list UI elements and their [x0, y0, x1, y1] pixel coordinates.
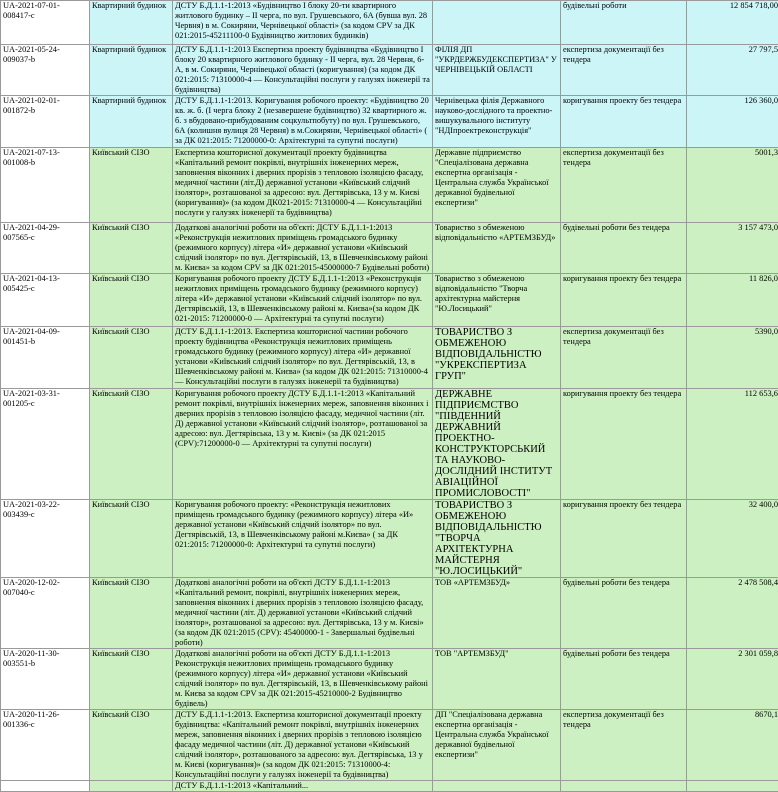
tender-id-cell[interactable]: UA-2020-11-30-003551-b [1, 649, 90, 710]
customer-cell[interactable]: Київський СІЗО [90, 148, 173, 223]
tender-id-cell[interactable] [1, 781, 90, 792]
procurement-type-cell[interactable]: експертиза документації без тендера [561, 45, 687, 96]
procurement-type-cell[interactable]: будівельні роботи без тендера [561, 223, 687, 274]
customer-cell[interactable]: Київський СІЗО [90, 223, 173, 274]
amount-cell[interactable]: 8670,1 [687, 710, 778, 781]
contractor-cell[interactable] [433, 1, 561, 45]
contractor-cell[interactable]: ДП "Спеціалізована державна експертна організація - Центральна служба Української державної будівельної експертизи" [433, 710, 561, 781]
subject-cell[interactable]: ДСТУ Б.Д.1.1-1:2013. Експертиза кошторисної частини робочого проекту будівництва «Реконструкція нежитлових приміщень громадського будинку (режимного корпусу) літера «И» державної установи «Київський слідчий ізолятор» по вул. Дегтярівській, 13, в Шевченківському районі м. Києва» (за кодом ДК 021:2015: 71310000-4 — Консультаційні послуги в галузях інженерії та будівництва) [173, 327, 433, 389]
procurement-type-cell[interactable]: коригування проекту без тендера [561, 274, 687, 327]
customer-cell[interactable]: Київський СІЗО [90, 710, 173, 781]
amount-cell[interactable]: 126 360,0 [687, 96, 778, 148]
customer-cell[interactable]: Квартирний будинок [90, 1, 173, 45]
subject-cell[interactable]: ДСТУ Б.Д.1.1-1:2013 «Капітальний... [173, 781, 433, 792]
subject-cell[interactable]: ДСТУ Б.Д.1.1-1:2013. Експертиза кошторисної документації проекту будівництва: «Капітальний ремонт покрівлі, внутрішніх інженерних мереж, заповнення віконних і дверних прорізів з тепловою ізоляцією фасаду медичної частини (літ. Д) державної установи «Київський слідчий ізолятор», розташованого за адресою: вул. Дегтярівська, 13 у м. Києві (коригування)» (за кодом ДК 021:2015: 71310000-4: Консультаційні послуги у галузях інженерії та будівництва) [173, 710, 433, 781]
customer-cell[interactable]: Квартирний будинок [90, 96, 173, 148]
contractor-cell[interactable]: Товариство з обмеженою відповідальністю «АРТЕМЗБУД» [433, 223, 561, 274]
contractor-cell[interactable]: ТОВ "АРТЕМЗБУД" [433, 649, 561, 710]
contractor-cell[interactable]: Державне підприємство "Спеціалізована державна експертна організація - Центральна служба Української державної будівельної експертизи" [433, 148, 561, 223]
tender-id-cell[interactable]: UA-2021-07-01-008417-c [1, 1, 90, 45]
table-row[interactable] [1, 781, 778, 792]
contractor-cell[interactable]: ТОВАРИСТВО З ОБМЕЖЕНОЮ ВІДПОВІДАЛЬНІСТЮ "УКРЕКСПЕРТИЗА ГРУП" [433, 327, 561, 389]
tender-id-cell[interactable]: UA-2021-07-13-001008-b [1, 148, 90, 223]
subject-cell[interactable]: ДСТУ Б.Д.1.1-1:2013 Експертиза проекту будівництва «Будівництво І блоку 20 квартирного житлового будинку - ІІ черга, вул. 28 Червня, 6-А, в м. Сокиряни, Чернівецької області (коригування) (за кодом ДК 021:2015: 71310000-4 — Консультаційні послуги у галузях інженерії та будівництва) [173, 45, 433, 96]
amount-cell[interactable]: 27 797,5 [687, 45, 778, 96]
procurement-type-cell[interactable]: експертиза документації без тендера [561, 327, 687, 389]
customer-cell[interactable]: Київський СІЗО [90, 389, 173, 500]
table-row[interactable] [1, 500, 778, 578]
tender-id-cell[interactable]: UA-2021-03-22-003439-c [1, 500, 90, 578]
tender-id-cell[interactable]: UA-2021-04-09-001451-b [1, 327, 90, 389]
tender-id-cell[interactable]: UA-2020-12-02-007040-c [1, 578, 90, 649]
amount-cell[interactable] [687, 781, 778, 792]
tender-id-cell[interactable]: UA-2021-02-01-001872-b [1, 96, 90, 148]
subject-cell[interactable]: ДСТУ Б.Д.1.1-1:2013 «Будівництво І блоку 20-ти квартирного житлового будинку – ІІ черга, по вул. Грушевського, 6А (бувша вул. 28 Червня) в м. Сокиряни, Чернівецької області» (за кодом CPV за ДК 021:2015-45211100-0 Будівництво житлових будинків) [173, 1, 433, 45]
contractor-cell[interactable] [433, 781, 561, 792]
contractor-cell[interactable]: ТОВАРИСТВО З ОБМЕЖЕНОЮ ВІДПОВІДАЛЬНІСТЮ "ТВОРЧА АРХІТЕКТУРНА МАЙСТЕРНЯ "Ю.ЛОСИЦЬКИЙ" [433, 500, 561, 578]
subject-cell[interactable]: Додаткові аналогічні роботи на об'єкті ДСТУ Б.Д.1.1-1:2013 «Капітальний ремонт, покрівлі, внутрішніх інженерних мереж, заповнення віконних і дверних прорізів з тепловою ізоляцією фасаду, медичної частини (літ. Д) державної установи «Київський слідчий ізолятор», розташованої за адресою: вул. Дегтярівська, 13 у м. Києві» (за кодом ДК 021:2015 (CPV): 45400000-1 - Завершальні будівельні роботи) [173, 578, 433, 649]
procurement-type-cell[interactable]: експертиза документації без тендера [561, 710, 687, 781]
customer-cell[interactable]: Київський СІЗО [90, 500, 173, 578]
procurement-type-cell[interactable]: експертиза документації без тендера [561, 148, 687, 223]
amount-cell[interactable]: 2 478 508,4 [687, 578, 778, 649]
subject-cell[interactable]: Експертиза кошторисної документації проекту будівництва «Капітальний ремонт покрівлі, внутрішніх інженерних мереж, заповнення віконних і дверних прорізів з тепловою ізоляцією фасаду, медичної частини (літ.Д) державної установи «Київський слідчий ізолятор», розташованої за адресою: вул. Дегтярівська, 13 у м. Києві (коригування)» (за кодом ДК021-2015: 71310000-4 — Консультаційні послуги у галузях інженерії та будівництва) [173, 148, 433, 223]
contractor-cell[interactable]: ФІЛІЯ ДП "УКРДЕРЖБУДЕКСПЕРТИЗА" У ЧЕРНІВЕЦЬКІЙ ОБЛАСТІ [433, 45, 561, 96]
table-body [1, 1, 778, 792]
table-row[interactable] [1, 1, 778, 45]
customer-cell[interactable] [90, 781, 173, 792]
tender-id-cell[interactable]: UA-2021-04-29-007565-c [1, 223, 90, 274]
table-row[interactable] [1, 578, 778, 649]
customer-cell[interactable]: Київський СІЗО [90, 649, 173, 710]
amount-cell[interactable]: 5001,3 [687, 148, 778, 223]
contractor-cell[interactable]: ТОВ «АРТЕМЗБУД» [433, 578, 561, 649]
procurement-type-cell[interactable]: коригування проекту без тендера [561, 389, 687, 500]
table-row[interactable] [1, 389, 778, 500]
customer-cell[interactable]: Квартирний будинок [90, 45, 173, 96]
contractor-cell[interactable]: Чернівецька філія Державного науково-дослідного та проектно-вишукувального інституту "НДІпроектреконструкція" [433, 96, 561, 148]
amount-cell[interactable]: 5390,0 [687, 327, 778, 389]
table-row[interactable] [1, 327, 778, 389]
subject-cell[interactable]: Додаткові аналогічні роботи на об'єкті: ДСТУ Б.Д.1.1-1:2013 «Реконструкція нежитлових приміщень громадського будинку (режимного корпусу) літера «И» державної установи «Київський слідчий ізолятор» по вул. Дегтярівській, 13, в Шевченківському районі м. Києва» за кодом CPV за ДК 021:2015-45000000-7 Будівельні роботи) [173, 223, 433, 274]
table-row[interactable] [1, 274, 778, 327]
table-row[interactable] [1, 649, 778, 710]
tender-id-cell[interactable]: UA-2020-11-26-001336-c [1, 710, 90, 781]
procurement-type-cell[interactable] [561, 781, 687, 792]
tender-id-cell[interactable]: UA-2021-03-31-001205-c [1, 389, 90, 500]
procurement-type-cell[interactable]: коригування проекту без тендера [561, 500, 687, 578]
amount-cell[interactable]: 2 301 059,8 [687, 649, 778, 710]
subject-cell[interactable]: Коригування робочого проекту ДСТУ Б.Д.1.1-1:2013 «Реконструкція нежитлових приміщень громадського будинку (режимного корпусу) літера «И» державної установи «Київський слідчий ізолятор» по вул. Дегтярівській, 13, в Шевченківському районі м. Києва»(за кодом ДК 021-2015: 71200000-0 — Архітектурні та супутні послуги) [173, 274, 433, 327]
subject-cell[interactable]: Додаткові аналогічні роботи на об'єкті ДСТУ Б.Д.1.1-1:2013 Реконструкція нежитлових приміщень громадського будинку (режимного корпусу) літера «И» державної установи «Київський слідчий ізолятор» по вул. Дегтярівській, 13, в Шевченківському районі м. Києва за кодом CPV за ДК 021:2015-45210000-2 Будівництво будівель) [173, 649, 433, 710]
amount-cell[interactable]: 32 400,0 [687, 500, 778, 578]
contractor-cell[interactable]: ДЕРЖАВНЕ ПІДПРИЄМСТВО "ПІВДЕННИЙ ДЕРЖАВНИЙ ПРОЕКТНО-КОНСТРУКТОРСЬКИЙ ТА НАУКОВО-ДОСЛІДНИЙ ІНСТИТУТ АВІАЦІЙНОЇ ПРОМИСЛОВОСТІ" [433, 389, 561, 500]
procurement-type-cell[interactable]: будівельні роботи без тендера [561, 649, 687, 710]
subject-cell[interactable]: Коригування робочого проекту ДСТУ Б.Д.1.1-1:2013 «Капітальний ремонт покрівлі, внутрішніх інженерних мереж, заповнення віконних і дверних прорізів з тепловою ізоляцією фасаду, медичної частини (літ. Д) державної установи «Київський слідчий ізолятор», розташованої за адресою: вул. Дегтярівська, 13 у м. Києві» (за ДК 021:2015 (CPV):71200000-0 — Архітектурні та супутні послуги) [173, 389, 433, 500]
amount-cell[interactable]: 12 854 718,00 [687, 1, 778, 45]
table-row[interactable] [1, 223, 778, 274]
tender-id-cell[interactable]: UA-2021-04-13-005425-c [1, 274, 90, 327]
amount-cell[interactable]: 11 826,0 [687, 274, 778, 327]
table-row[interactable] [1, 710, 778, 781]
tender-id-cell[interactable]: UA-2021-05-24-009037-b [1, 45, 90, 96]
customer-cell[interactable]: Київський СІЗО [90, 327, 173, 389]
subject-cell[interactable]: ДСТУ Б.Д.1.1-1:2013. Коригування робочого проекту: «Будівництво 20 кв. ж. б. (І черга блоку 2 (незавершене будівництво) 32 квартирного ж. б. з вбудовано-прибудованим соцкультпобуту) по вул. Грушевського, 6А (колишня вулиця 28 Червня) в м.Сокиряни, Чернівецької області» ( за ДК 021:2015: 71200000-0: Архітектурні та супутні послуги) [173, 96, 433, 148]
amount-cell[interactable]: 112 653,6 [687, 389, 778, 500]
customer-cell[interactable]: Київський СІЗО [90, 578, 173, 649]
subject-cell[interactable]: Коригування робочого проекту: «Реконструкція нежитлових приміщень громадського будинку (режимного корпусу) літера «И» державної установи «Київський слідчий ізолятор» по вул. Дегтярівській, 13, в Шевченківському районі м.Києва» ( за ДК 021:2015: 71200000-0: Архітектурні та супутні послуги) [173, 500, 433, 578]
amount-cell[interactable]: 3 157 473,0 [687, 223, 778, 274]
table-row[interactable] [1, 148, 778, 223]
procurement-type-cell[interactable]: будівельні роботи без тендера [561, 578, 687, 649]
table-row[interactable] [1, 96, 778, 148]
contractor-cell[interactable]: Товариство з обмеженою відповідальністю "Творча архітектурна майстерня "Ю.Лосицький" [433, 274, 561, 327]
procurement-type-cell[interactable]: коригування проекту без тендера [561, 96, 687, 148]
customer-cell[interactable]: Київський СІЗО [90, 274, 173, 327]
table-row[interactable] [1, 45, 778, 96]
procurement-type-cell[interactable]: будівельні роботи [561, 1, 687, 45]
